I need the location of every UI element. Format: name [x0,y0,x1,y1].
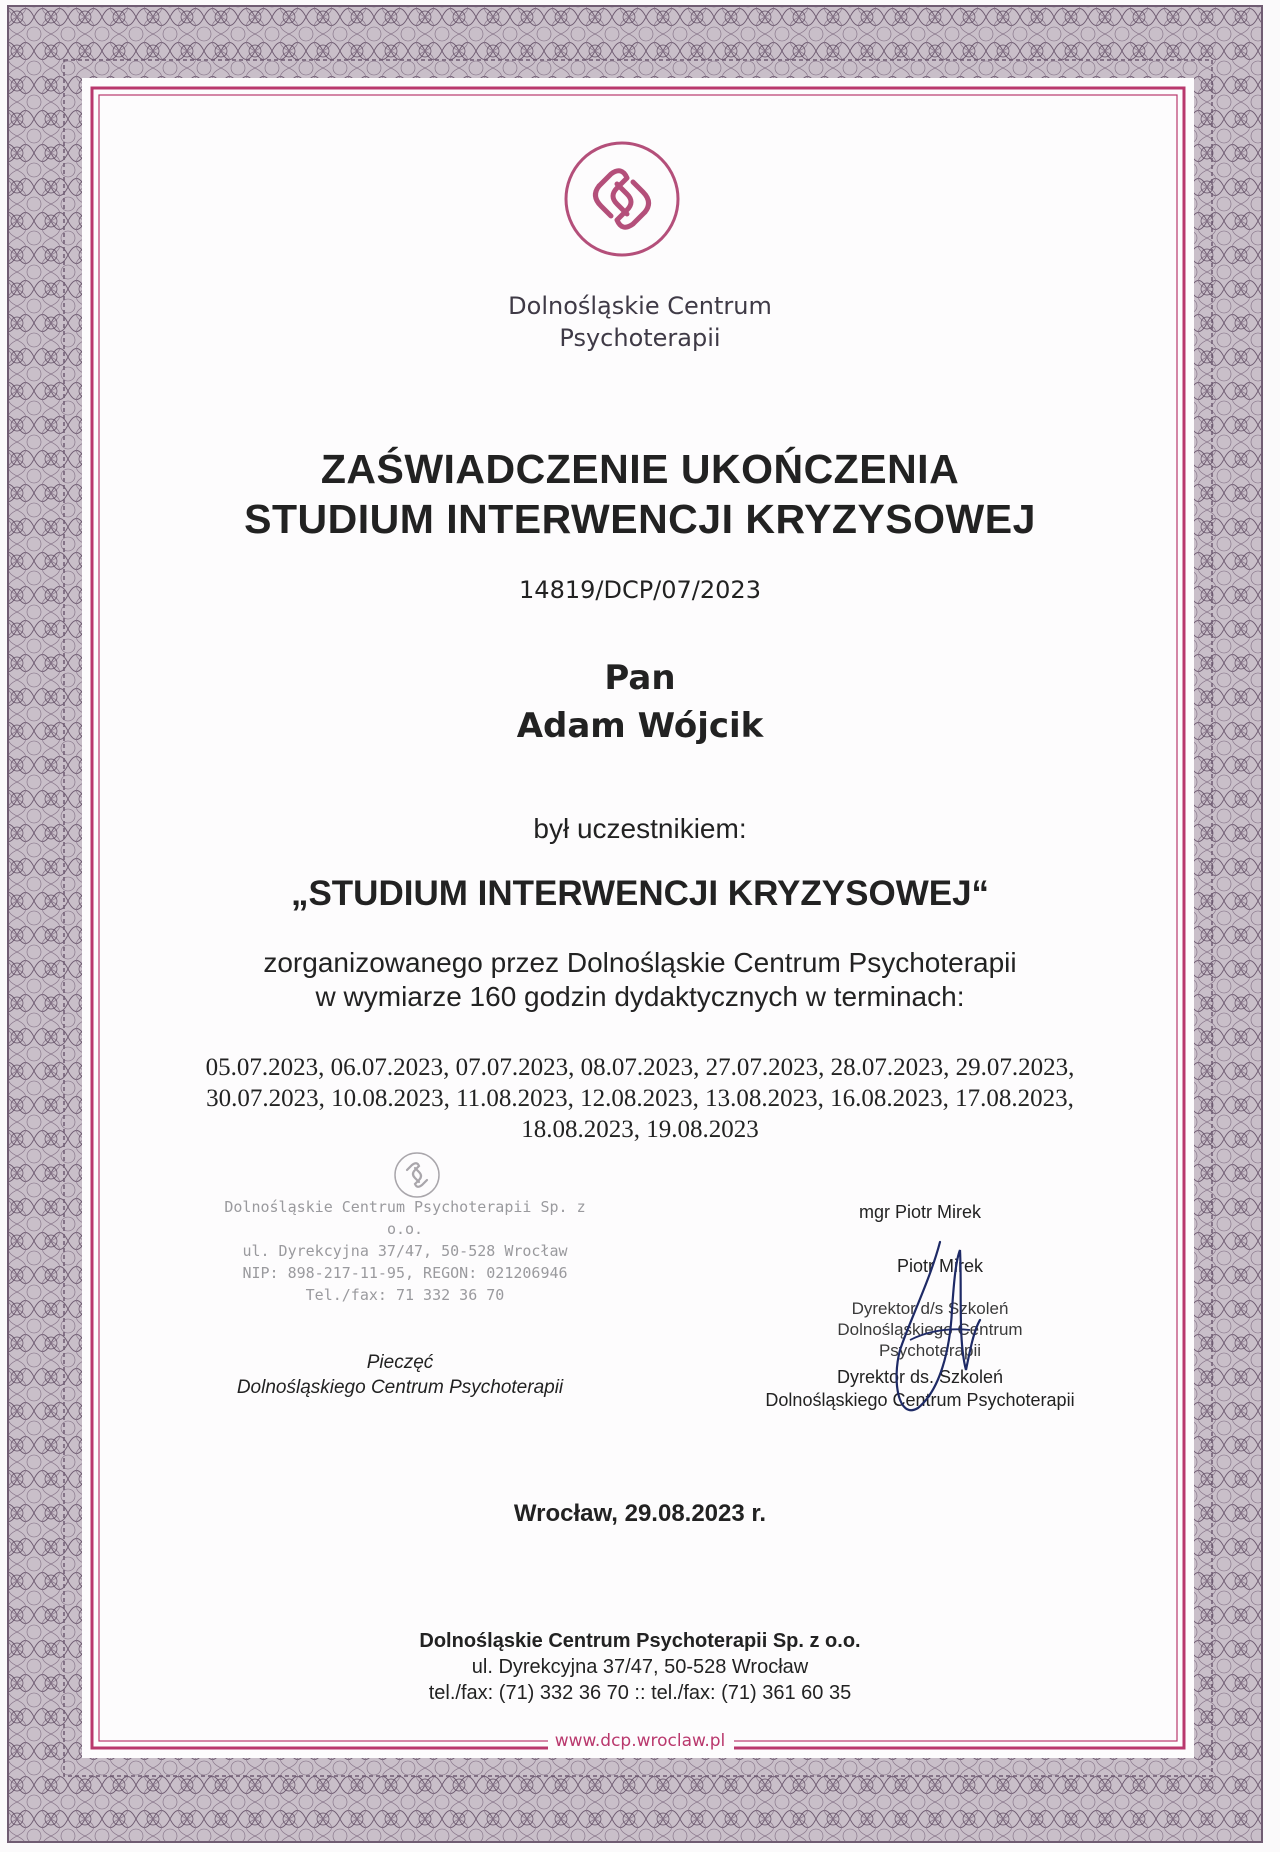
organization-name [0,290,1280,354]
stamp-label [200,1350,600,1400]
stamp-label-line2: Dolnośląskiego Centrum Psychoterapii [236,1377,564,1398]
organization-name-line1: Dolnośląskie Centrum [508,292,772,320]
participant-text: był uczestnikiem: [533,813,747,844]
signatory-role-line2: Dolnośląskiego Centrum [837,1320,1023,1339]
signatory-name: Piotr Mirek [896,1256,983,1276]
organization-stamp [205,1196,605,1306]
certificate-title [0,444,1280,544]
recipient-name: Adam Wójcik [516,706,764,746]
salutation: Pan [604,658,676,698]
organization-name-line2: Psychoterapii [559,324,721,352]
title-line2: STUDIUM INTERWENCJI KRYZYSOWEJ [244,496,1036,542]
footer-address: ul. Dyrekcyjna 37/47, 50-528 Wrocław [471,1656,809,1678]
organizer-text [0,946,1280,1014]
stamp-line3: NIP: 898-217-11-95, REGON: 021206946 [242,1264,568,1282]
stamp-line1: Dolnośląskie Centrum Psychoterapii Sp. z o.o. [224,1198,586,1238]
course-dates [0,1052,1280,1145]
footer-phones: tel./fax: (71) 332 36 70 :: tel./fax: (71) 361 60 35 [428,1682,852,1704]
stamp-line2: ul. Dyrekcyjna 37/47, 50-528 Wrocław [242,1242,568,1260]
dates-line1: 05.07.2023, 06.07.2023, 07.07.2023, 08.07.2023, 27.07.2023, 28.07.2023, 29.07.2023, [205,1054,1075,1081]
signatory-position-line1: Dyrektor ds. Szkoleń [836,1367,1004,1387]
recipient-block [0,654,1280,750]
signatory-title-name: mgr Piotr Mirek [858,1202,981,1222]
signatory-role-line1: Dyrektor d/s Szkoleń [851,1299,1009,1318]
stamp-logo-icon [392,1150,442,1200]
title-line1: ZAŚWIADCZENIE UKOŃCZENIA [320,446,960,492]
signatory-role-line3: Psychoterapii [878,1341,982,1360]
footer-company: Dolnośląskie Centrum Psychoterapii Sp. z o.o. [419,1630,861,1652]
stamp-line4: Tel./fax: 71 332 36 70 [305,1286,505,1304]
dates-line3: 18.08.2023, 19.08.2023 [521,1116,759,1143]
place-and-date: Wrocław, 29.08.2023 r. [513,1500,767,1527]
footer-contact [0,1628,1280,1706]
stamp-label-line1: Pieczęć [366,1352,434,1373]
course-name: „STUDIUM INTERWENCJI KRYZYSOWEJ“ [290,874,990,913]
dates-line2: 30.07.2023, 10.08.2023, 11.08.2023, 12.08.2023, 13.08.2023, 16.08.2023, 17.08.2023, [206,1085,1074,1112]
handwritten-signature [870,1230,1000,1430]
signatory-position-line2: Dolnośląskiego Centrum Psychoterapii [765,1390,1075,1410]
website-link[interactable]: www.dcp.wroclaw.pl [554,1731,726,1751]
organizer-line2: w wymiarze 160 godzin dydaktycznych w terminach: [315,981,965,1012]
certificate-number: 14819/DCP/07/2023 [519,576,761,604]
organization-logo [563,140,681,258]
organizer-line1: zorganizowanego przez Dolnośląskie Centrum Psychoterapii [263,947,1017,978]
